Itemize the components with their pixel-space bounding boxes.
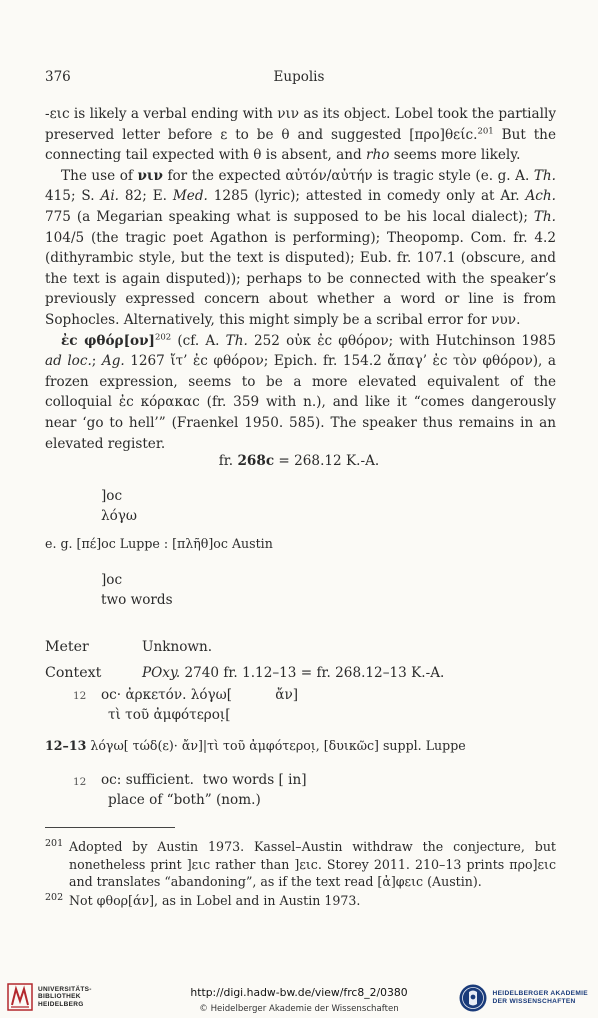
p3-text-c: ;: [91, 353, 102, 370]
fragment-heading-suffix: = 268.12 K.-A.: [274, 453, 380, 469]
commentary-body: [45, 104, 556, 454]
footnote-202: [45, 892, 556, 910]
p2-text-f: 775 (a Megarian speaking what is supposed to be his local dialect);: [45, 208, 534, 225]
context-section: [45, 665, 444, 681]
running-title: Eupolis: [273, 69, 325, 85]
paragraph-2: [45, 166, 556, 331]
p3-text-d: 1267 ἴτ’ ἐϲ φθόρον; Epich. fr. 154.2 ἄπαγ’ ἐϲ τὸν φθόρον), a frozen expression, seems to be a more elevated equivalent of the colloquial ἐϲ κόρακαϲ (fr. 359 with n.), and like it “comes dangerously near ‘go to hell’” (Fraenkel 1950. 585). The speaker thus remains in an elevated register.: [45, 353, 556, 452]
supplement-note: [45, 738, 466, 753]
p3-text-b: 252 οὐκ ἐϲ φθόρον; with Hutchinson 1985: [247, 332, 556, 349]
apparatus-criticus: e. g. [πέ]οϲ Luppe : [πλῆθ]οϲ Austin: [45, 536, 273, 551]
context-translation-line-13: place of “both” (nom.): [108, 792, 261, 808]
paragraph-3: [45, 331, 556, 455]
lemma-eis: -ειϲ: [45, 106, 70, 122]
translation-line-number-12: 12: [73, 776, 87, 788]
greek-line-1: ]οϲ: [101, 488, 123, 504]
p2-text-g: 104/5 (the tragic poet Agathon is performing); Theopomp. Com. fr. 4.2 (dithyrambic style, but the text is disputed); Eub. fr. 107.1 (obscure, and the text is again disputed)); perhaps to be connected with the speaker’s previously expressed concern about whether a word or line is from Sophocles. Alternatively, this might simply be a scribal error for νυν.: [45, 229, 556, 328]
meter-label: Meter: [45, 639, 89, 655]
footnote-ref-201[interactable]: 201: [477, 126, 494, 137]
p1-text-c: seems more likely.: [389, 147, 521, 164]
p2-th2: Th.: [533, 208, 556, 225]
hadw-seal-icon: [458, 983, 488, 1013]
translation-line-1: ]οϲ: [101, 572, 123, 588]
footnote-ref-202[interactable]: 202: [154, 332, 172, 342]
footnote-201: [45, 838, 556, 891]
p2-text-a: The use of: [61, 167, 138, 184]
translation-text: [101, 570, 173, 610]
hadw-logo[interactable]: [458, 983, 588, 1013]
lemma-nin: νιν: [137, 167, 163, 184]
fragment-number: 268c: [237, 453, 275, 469]
p2-ai: Ai.: [100, 188, 119, 205]
footnote-text: Adopted by Austin 1973. Kassel–Austin withdraw the conjecture, but nonetheless print ]ειϲ rather than ]ειϲ. Storey 2011. 210–13 prints προ]̣ειϲ and translates “abandoning”, as if the text read [ἀ]φειϲ (Austin).: [69, 839, 556, 890]
ub-line-3: HEIDELBERG: [38, 1000, 84, 1008]
p2-med: Med.: [172, 188, 208, 205]
p1-rho: rho: [365, 147, 390, 164]
p3-ag: Ag.: [101, 353, 125, 370]
copyright-notice: © Heidelberger Akademie der Wissenschaften: [199, 1004, 399, 1014]
ub-line-2: BIBLIOTHEK: [38, 993, 81, 1001]
translation-line-2: two words: [101, 592, 173, 608]
meter-value: Unknown.: [142, 639, 213, 655]
permalink-url[interactable]: http://digi.hadw-bw.de/view/frc8_2/0380: [190, 986, 408, 999]
hadw-text: [493, 990, 588, 1006]
fragment-heading-prefix: fr.: [218, 453, 238, 469]
p2-text-c: 415; S.: [45, 188, 101, 205]
fragment-heading: [0, 453, 598, 469]
footnote-number: 202: [45, 892, 64, 903]
p1-text-b: But the connecting tail expected with θ is absent, and: [45, 126, 556, 164]
p2-text-b: for the expected αὐτόν/αὐτήν is tragic style (e. g. A.: [162, 167, 534, 184]
context-translation-line-12: οϲ: sufficient. two words [ in]: [101, 772, 307, 788]
hadw-line-1: HEIDELBERGER AKADEMIE: [492, 990, 588, 997]
p1-text-a: is likely a verbal ending with νιν as its object. Lobel took the partially preserved letter before ε to be θ and suggested [προ]θείϲ.: [45, 106, 556, 143]
p2-text-d: 82; E.: [119, 188, 173, 205]
p2-text-e: 1285 (lyric); attested in comedy only at Ar.: [207, 188, 526, 205]
p3-th: Th.: [225, 332, 248, 349]
footnote-number: 201: [45, 838, 64, 849]
footnote-text: Not φθορ[άν], as in Lobel and in Austin 1973.: [69, 893, 361, 908]
page-number: 376: [45, 69, 71, 85]
supplement-text: λόγω[ τώδ(ε)· ἄν]|τὶ τοῦ ἀμφότεροι̣, [δυικῶϲ] suppl. Luppe: [86, 738, 466, 753]
ub-line-1: UNIVERSITÄTS-: [38, 985, 92, 993]
hadw-line-2: DER WISSENSCHAFTEN: [492, 998, 576, 1005]
context-greek-line-13: τὶ τοῦ ἀμφότεροι̣[: [108, 707, 231, 723]
context-label: Context: [45, 665, 102, 681]
p2-ach: Ach.: [525, 188, 556, 205]
footnote-rule: [45, 827, 175, 828]
paragraph-1: [45, 104, 556, 166]
greek-line-2: λόγω: [101, 508, 138, 524]
meter-section: [45, 639, 212, 655]
p2-th: Th.: [533, 167, 556, 184]
context-source-ref: 2740 fr. 1.12–13 = fr. 268.12–13 K.-A.: [180, 665, 445, 681]
context-source-papyrus: POxy.: [142, 665, 181, 681]
line-number-12: 12: [73, 690, 87, 702]
context-greek-line-12: οϲ· ἀρκετόν. λόγω[ ἄν]: [101, 687, 299, 703]
p3-adloc: ad loc.: [45, 353, 92, 370]
lemma-es-phthoron: ἐϲ φθόρ[ον]: [61, 332, 155, 349]
greek-text: [101, 486, 137, 526]
p3-text-a: (cf. A.: [171, 332, 226, 349]
supplement-lines: 12–13: [45, 738, 87, 753]
